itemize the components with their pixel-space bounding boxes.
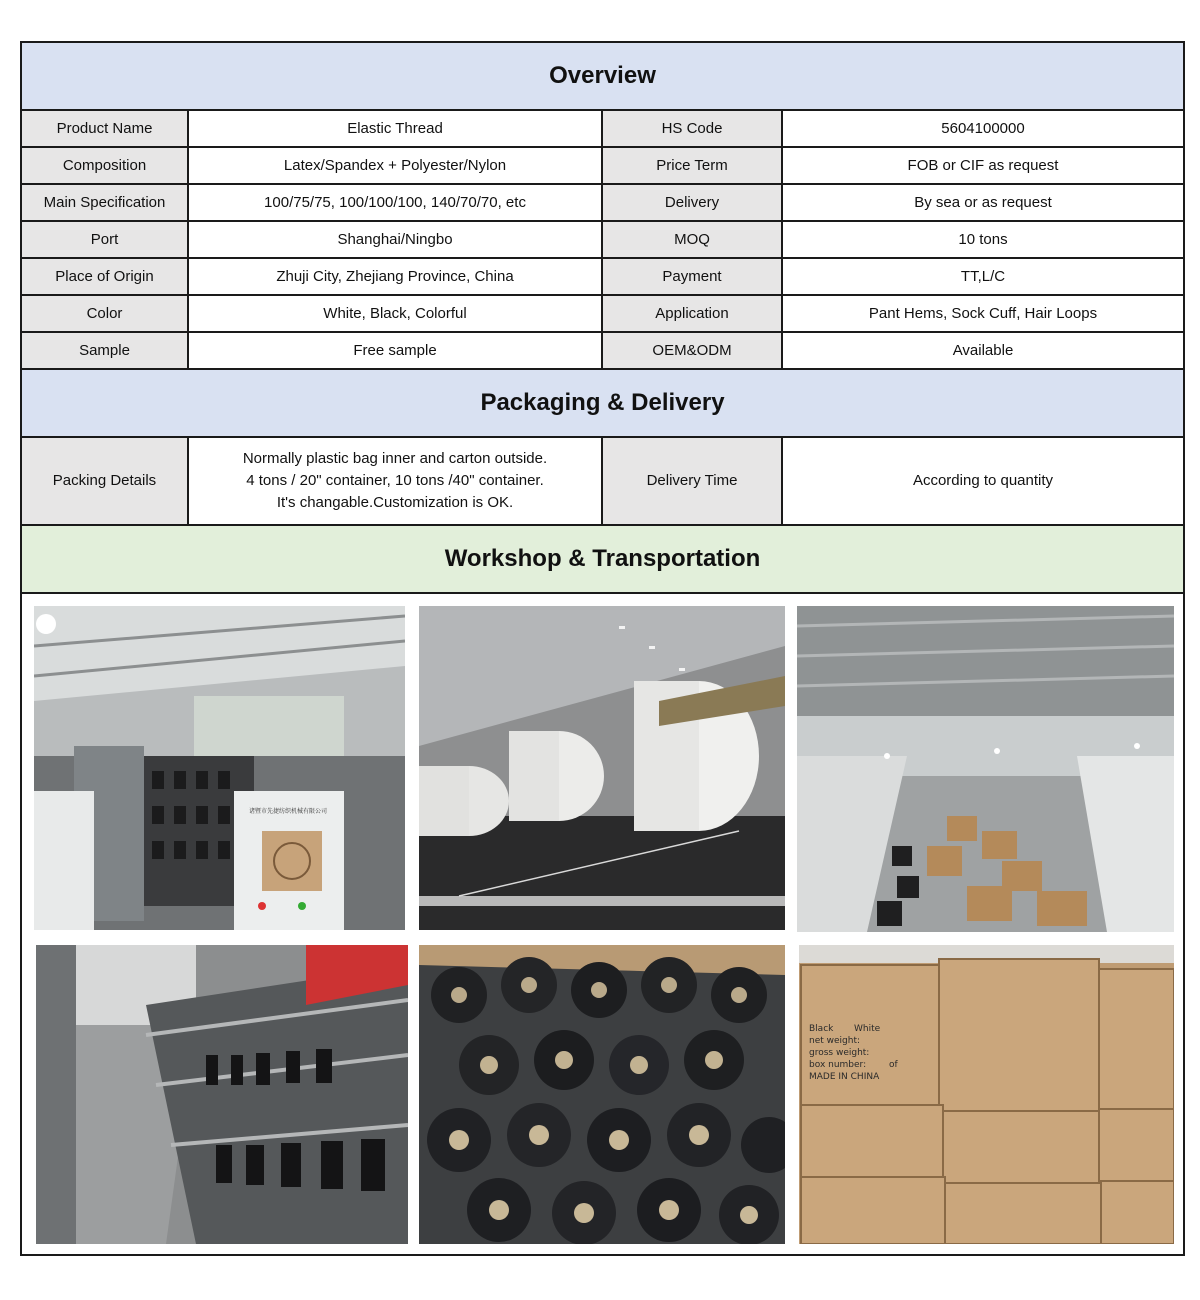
- black-spools-in-box-photo: [419, 945, 785, 1244]
- carton-label-gross-weight: gross weight:: [809, 1048, 870, 1058]
- workshop-gallery: [22, 594, 1183, 1254]
- packing-line: It's changable.Customization is OK.: [276, 494, 514, 511]
- table-row: [22, 148, 1183, 185]
- packing-details-label: Packing Details: [22, 438, 189, 524]
- row-value: 5604100000: [941, 119, 1025, 137]
- row-label: Delivery: [603, 185, 783, 220]
- machine-aisle-photo: [36, 945, 408, 1244]
- row-value: Zhuji City, Zhejiang Province, China: [189, 259, 603, 294]
- row-label: Sample: [22, 333, 189, 368]
- carton-label-white: White: [854, 1024, 881, 1034]
- stacked-cartons-photo: [799, 945, 1174, 1244]
- factory-machines-photo: [34, 606, 405, 930]
- carton-label-box-number: box number:: [809, 1060, 867, 1070]
- row-label: Payment: [603, 259, 783, 294]
- packing-details-value: [189, 438, 603, 524]
- row-label: Composition: [22, 148, 189, 183]
- row-value: By sea or as request: [914, 193, 1052, 211]
- row-label: OEM&ODM: [603, 333, 783, 368]
- row-value: Elastic Thread: [189, 111, 603, 146]
- overview-table: [22, 111, 1183, 370]
- row-value: FOB or CIF as request: [907, 156, 1059, 174]
- table-row: [22, 222, 1183, 259]
- packing-line: Normally plastic bag inner and carton outside.: [242, 450, 548, 467]
- row-value: Shanghai/Ningbo: [189, 222, 603, 257]
- row-label: Place of Origin: [22, 259, 189, 294]
- table-row: [22, 296, 1183, 333]
- carton-label-net-weight: net weight:: [809, 1036, 861, 1046]
- carton-label-black: Black: [809, 1024, 834, 1034]
- carton-label-of: of: [889, 1060, 898, 1070]
- row-label: MOQ: [603, 222, 783, 257]
- workshop-title: Workshop & Transportation: [444, 545, 761, 572]
- row-label: Port: [22, 222, 189, 257]
- delivery-time-value: According to quantity: [912, 472, 1054, 489]
- packaging-row: [22, 438, 1183, 526]
- table-row: [22, 259, 1183, 296]
- packing-line: 4 tons / 20" container, 10 tons /40" container.: [246, 472, 544, 489]
- delivery-time-label: Delivery Time: [603, 438, 783, 524]
- table-row: [22, 111, 1183, 148]
- overview-heading: [22, 43, 1183, 111]
- overview-title: Overview: [549, 62, 656, 89]
- row-label: Color: [22, 296, 189, 331]
- carton-label-made-in-china: MADE IN CHINA: [809, 1072, 880, 1082]
- packaging-title: Packaging & Delivery: [480, 389, 725, 416]
- white-bobbins-photo: [419, 606, 785, 930]
- table-row: [22, 185, 1183, 222]
- row-label: Price Term: [603, 148, 783, 183]
- product-spec-sheet: [20, 41, 1185, 1256]
- row-label: Application: [603, 296, 783, 331]
- factory-sign-text: 诸暨市先捷纺织机械有限公司: [249, 808, 328, 815]
- row-value: TT,L/C: [960, 267, 1006, 285]
- row-value: Available: [952, 341, 1014, 359]
- row-value: 10 tons: [958, 230, 1008, 248]
- row-label: Product Name: [22, 111, 189, 146]
- row-value: Latex/Spandex + Polyester/Nylon: [189, 148, 603, 183]
- row-label: Main Specification: [22, 185, 189, 220]
- row-label: HS Code: [603, 111, 783, 146]
- workshop-heading: [22, 526, 1183, 594]
- row-value: Pant Hems, Sock Cuff, Hair Loops: [868, 304, 1098, 322]
- row-value: 100/75/75, 100/100/100, 140/70/70, etc: [189, 185, 603, 220]
- row-value: White, Black, Colorful: [189, 296, 603, 331]
- table-row: [22, 333, 1183, 370]
- packaging-heading: [22, 370, 1183, 438]
- factory-floor-cartons-photo: [797, 606, 1174, 932]
- row-value: Free sample: [189, 333, 603, 368]
